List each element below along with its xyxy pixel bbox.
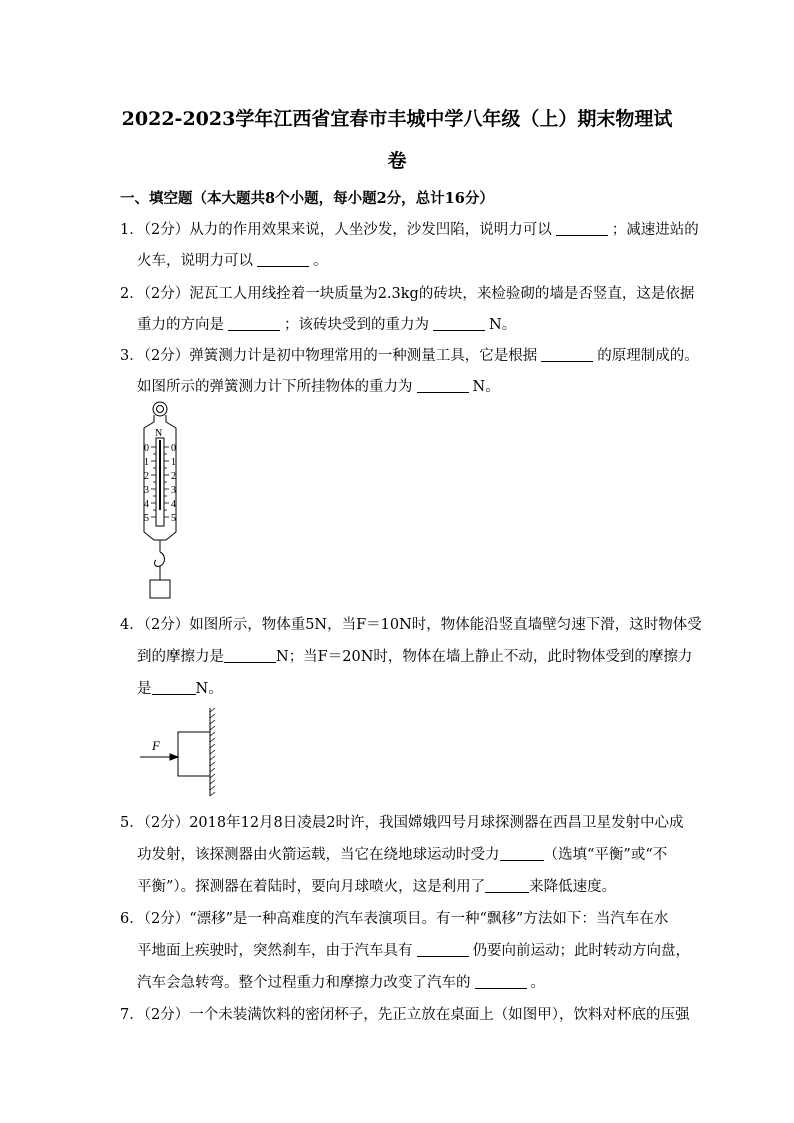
scale-tick-left: 5	[144, 513, 149, 524]
scale-tick-right: 2	[171, 471, 176, 482]
answer-blank[interactable]	[417, 942, 469, 957]
answer-blank[interactable]	[485, 878, 529, 893]
question-6-continued-2: 汽车会急转弯。整个过程重力和摩擦力改变了汽车的 。	[137, 975, 545, 991]
question-1: 1．（2分）从力的作用效果来说，人坐沙发，沙发凹陷，说明力可以 ；减速进站的	[120, 222, 699, 238]
section-heading: 一、填空题（本大题共8个小题，每小题2分，总计16分）	[120, 190, 494, 207]
question-2-continued: 重力的方向是 ；该砖块受到的重力为 N。	[137, 317, 517, 333]
scale-tick-right: 0	[171, 443, 176, 454]
scale-tick-left: 3	[144, 485, 149, 496]
scale-tick-right: 4	[171, 499, 176, 510]
answer-blank[interactable]	[475, 974, 527, 989]
page-title-continued: 卷	[387, 150, 407, 172]
question-5-continued: 功发射，该探测器由火箭运载，当它在绕地球运动时受力 （选填“平衡”或“不	[137, 847, 668, 863]
question-4: 4．（2分）如图所示，物体重5N，当F＝10N时，物体能沿竖直墙壁匀速下滑，这时物体受	[120, 617, 702, 633]
answer-blank[interactable]	[228, 316, 280, 331]
question-2: 2．（2分）泥瓦工人用线拴着一块质量为2.3kg的砖块，来检验砌的墙是否竖直，这是依据	[120, 286, 695, 302]
scale-tick-left: 0	[144, 443, 149, 454]
question-1-continued: 火车，说明力可以 。	[137, 253, 328, 269]
question-6-continued: 平地面上疾驶时，突然刹车，由于汽车具有 仍要向前运动；此时转动方向盘，	[137, 943, 690, 959]
question-6: 6．（2分）“漂移”是一种高难度的汽车表演项目。有一种“飘移”方法如下：当汽车在水	[120, 911, 669, 927]
scale-tick-left: 4	[144, 499, 149, 510]
wall-block-figure	[138, 706, 218, 798]
scale-unit: N	[155, 428, 163, 439]
answer-blank[interactable]	[417, 378, 469, 393]
question-4-continued: 到的摩擦力是 N；当F＝20N时，物体在墙上静止不动，此时物体受到的摩擦力	[137, 649, 693, 665]
question-5-continued-2: 平衡”）。探测器在着陆时，要向月球喷火，这是利用了 来降低速度。	[137, 879, 617, 895]
scale-tick-right: 3	[171, 485, 176, 496]
scale-tick-left: 1	[144, 457, 149, 468]
scale-tick-left: 2	[144, 471, 149, 482]
answer-blank[interactable]	[556, 221, 608, 236]
page-title: 2022-2023学年江西省宜春市丰城中学八年级（上）期末物理试	[121, 108, 673, 130]
answer-blank[interactable]	[224, 648, 276, 663]
question-7: 7．（2分）一个未装满饮料的密闭杯子，先正立放在桌面上（如图甲），饮料对杯底的压强	[120, 1007, 690, 1023]
answer-blank[interactable]	[500, 846, 544, 861]
question-3: 3．（2分）弹簧测力计是初中物理常用的一种测量工具，它是根据 的原理制成的。	[120, 348, 699, 364]
question-4-continued-2: 是 N。	[137, 681, 223, 697]
force-label: F	[152, 738, 160, 753]
question-3-continued: 如图所示的弹簧测力计下所挂物体的重力为 N。	[137, 379, 500, 395]
question-5: 5．（2分）2018年12月8日凌晨2时许，我国嫦娥四号月球探测器在西昌卫星发射中心成	[120, 815, 684, 831]
answer-blank[interactable]	[541, 347, 593, 362]
answer-blank[interactable]	[257, 252, 309, 267]
scale-tick-right: 5	[171, 513, 176, 524]
answer-blank[interactable]	[433, 316, 485, 331]
scale-tick-right: 1	[171, 457, 176, 468]
answer-blank[interactable]	[152, 680, 196, 695]
spring-scale-figure	[138, 400, 184, 602]
